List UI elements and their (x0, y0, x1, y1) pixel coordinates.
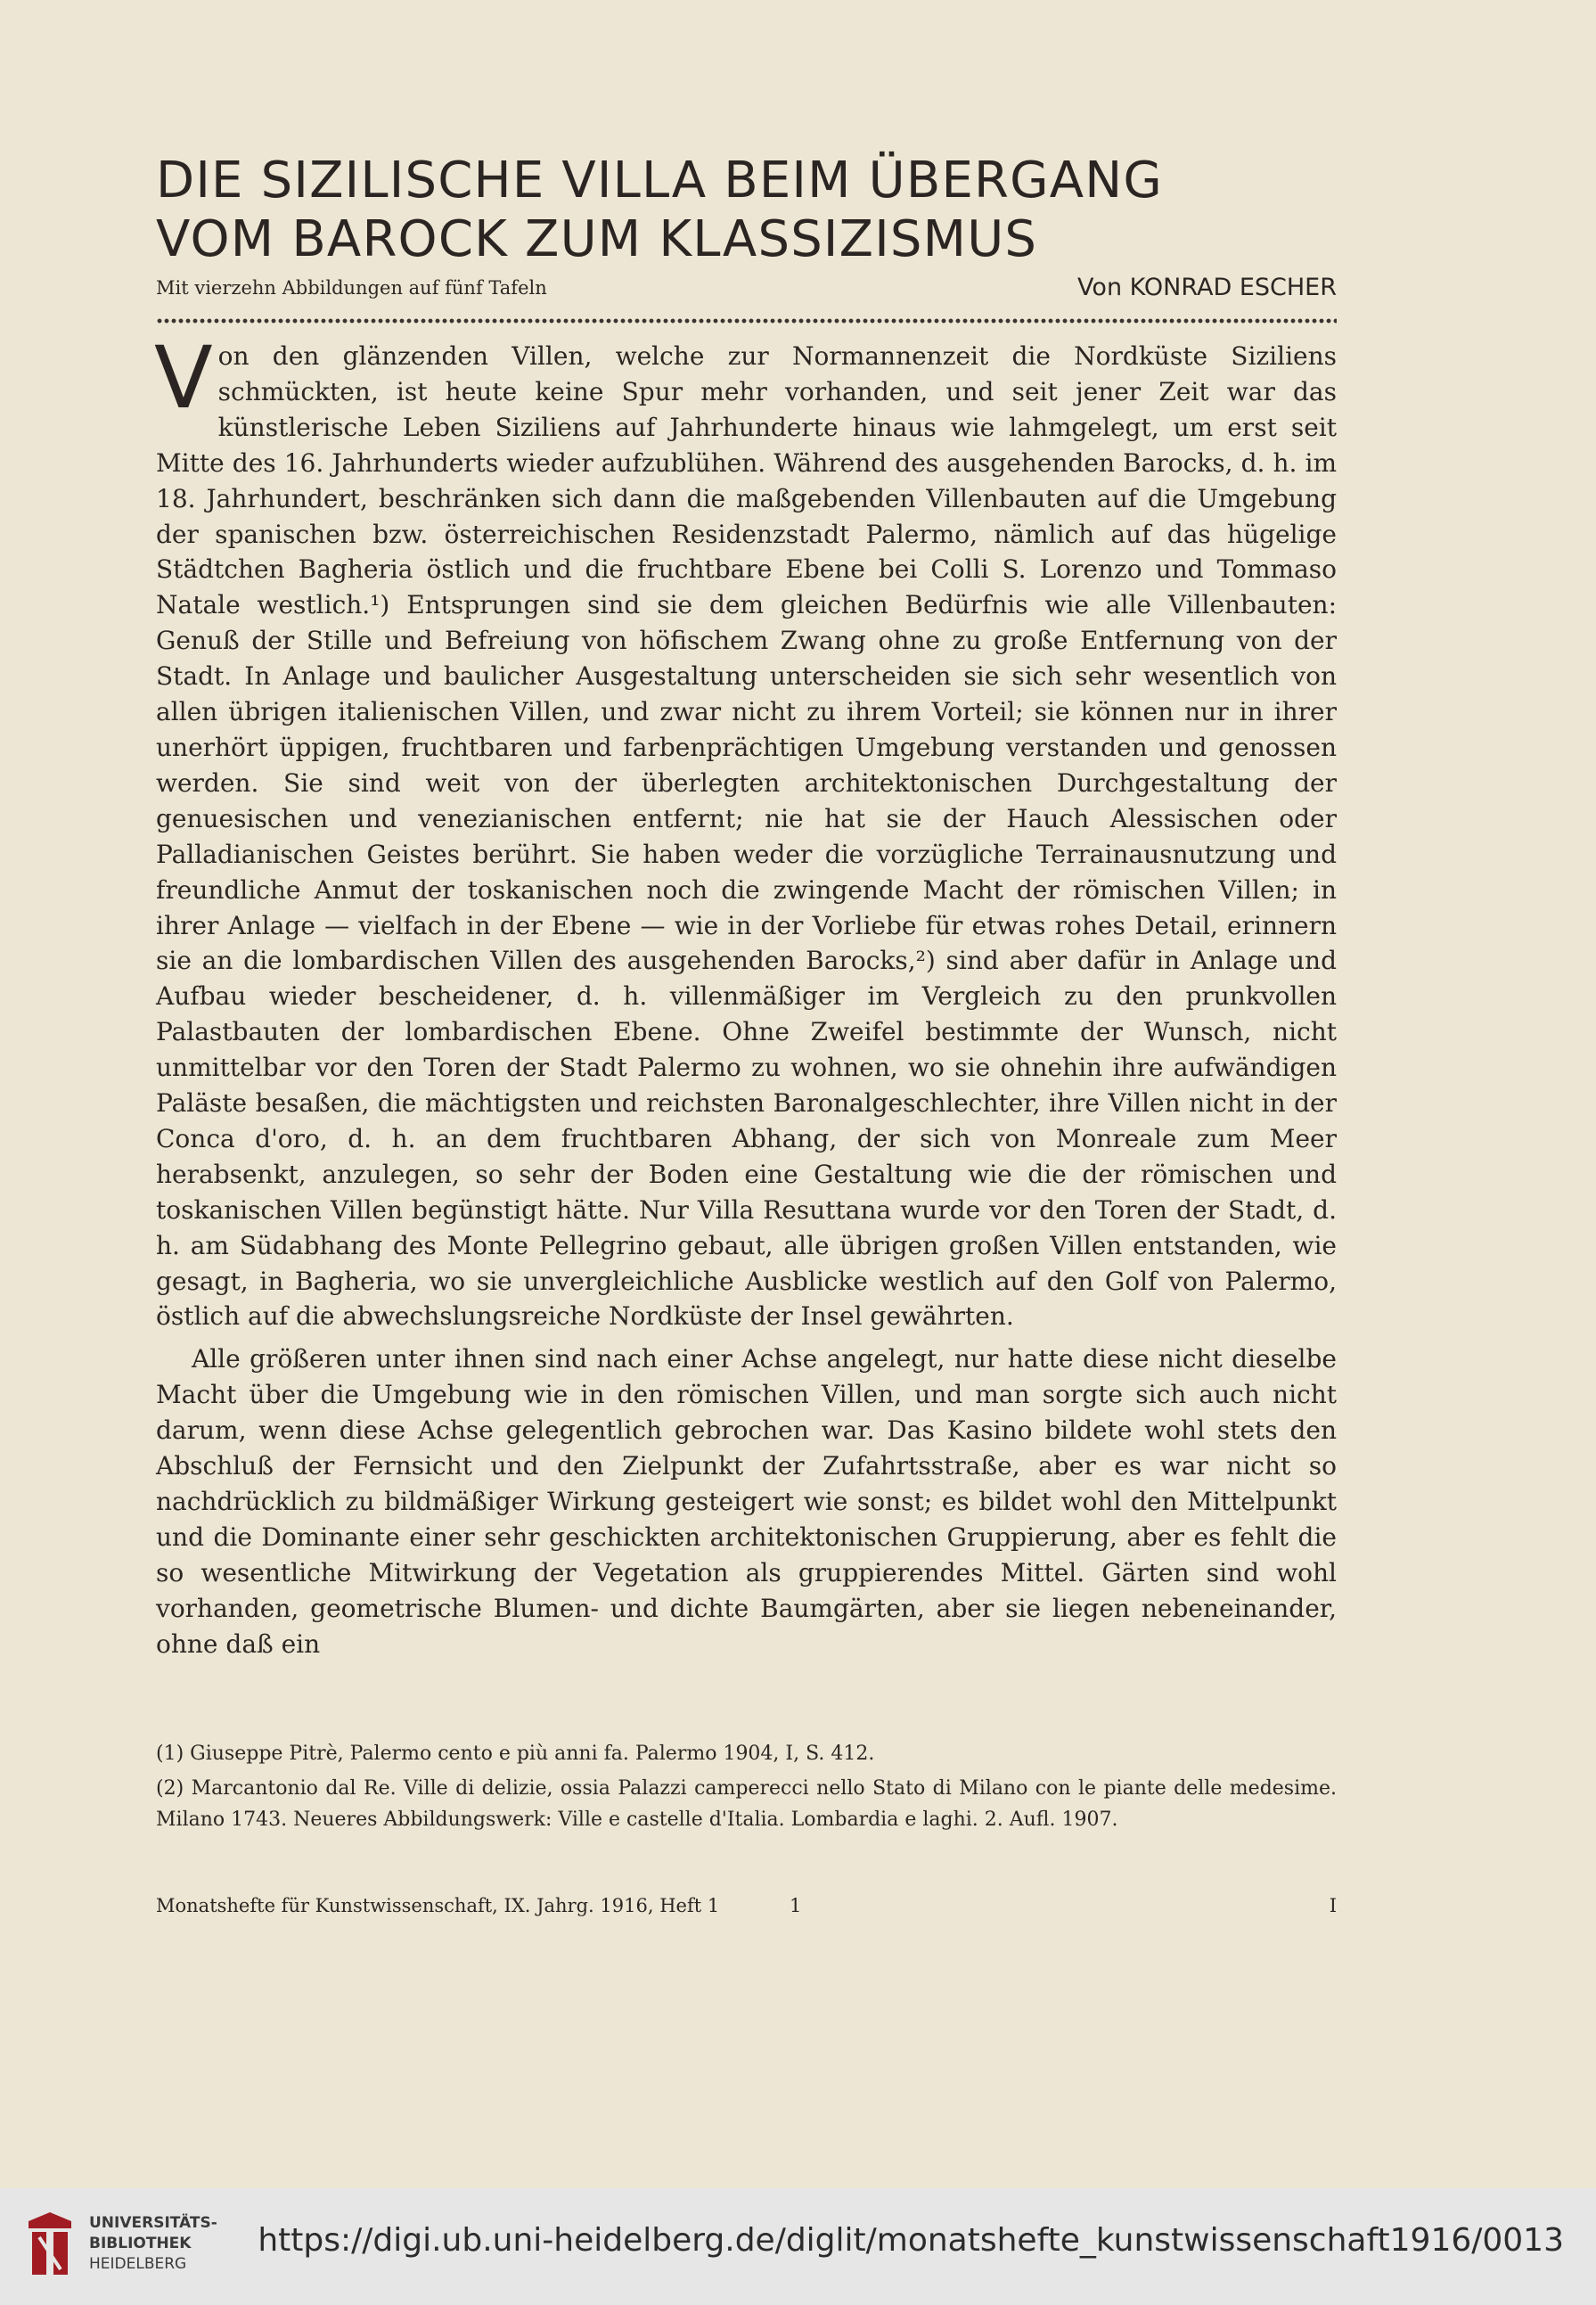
library-footer-bar (0, 2188, 1596, 2305)
subtitle: Mit vierzehn Abbildungen auf fünf Tafeln (156, 277, 547, 299)
source-url-link[interactable]: https://digi.ub.uni-heidelberg.de/diglit/monatshefte_kunstwissenschaft1916/0013 (258, 2222, 1564, 2259)
footnote-1: (1) Giuseppe Pitrè, Palermo cento e più anni fa. Palermo 1904, I, S. 412. (156, 1743, 875, 1765)
page-footer (156, 1895, 1337, 1922)
dotted-rule (156, 317, 1337, 324)
author: Von KONRAD ESCHER (1077, 274, 1337, 301)
library-line-2: BIBLIOTHEK (89, 2235, 192, 2252)
article-title (156, 152, 1337, 269)
footnote-2: (2) Marcantonio dal Re. Ville di delizie, ossia Palazzi camperecci nello Stato di Milano con le piante delle medesime. Milano 1743. Neueres Abbildungswerk: Ville e castelle d'Italia. Lombardia e laghi. 2. Aufl. 1907. (156, 1777, 1337, 1831)
title-line-1: DIE SIZILISCHE VILLA BEIM ÜBERGANG (156, 152, 1163, 209)
footnotes (156, 1738, 1337, 1839)
journal-reference: Monatshefte für Kunstwissenschaft, IX. Jahrg. 1916, Heft 1 (156, 1895, 720, 1916)
library-line-1: UNIVERSITÄTS- (89, 2214, 217, 2232)
title-line-2: VOM BAROCK ZUM KLASSIZISMUS (156, 210, 1038, 268)
library-line-3: HEIDELBERG (89, 2255, 187, 2273)
paragraph-1-text: on den glänzenden Villen, welche zur Normannenzeit die Nordküste Siziliens schmückten, ist heute keine Spur mehr vorhanden, und seit jener Zeit war das künstlerische Leben Siziliens auf Jahrhunderte hinaus wie lahmgelegt, um erst seit Mitte des 16. Jahrhunderts wieder aufzublühen. Während des ausgehenden Barocks, d. h. im 18. Jahrhundert, beschränken sich dann die maßgebenden Villenbauten auf die Umgebung der spanischen bzw. österreichischen Residenzstadt Palermo, nämlich auf das hügelige Städtchen Bagheria östlich und die fruchtbare Ebene bei Colli S. Lorenzo und Tommaso Natale westlich.¹) Entsprungen sind sie dem gleichen Bedürfnis wie alle Villenbauten: Genuß der Stille und Befreiung von höfischem Zwang ohne zu große Entfernung von der Stadt. In Anlage und baulicher Ausgestaltung unterscheiden sie sich sehr wesentlich von allen übrigen italienischen Villen, und zwar nicht zu ihrem Vorteil; sie können nur in ihrer unerhört üppigen, fruchtbaren und farbenprächtigen Umgebung verstanden und genossen werden. Sie sind weit von der überlegten architektonischen Durchgestaltung der genuesischen und venezianischen entfernt; nie hat sie der Hauch Alessischen oder Palladianischen Geistes berührt. Sie haben weder die vorzügliche Terrainausnutzung und freundliche Anmut der toskanischen noch die zwingende Macht der römischen Villen; in ihrer Anlage — vielfach in der Ebene — wie in der Vorliebe für etwas rohes Detail, erinnern sie an die lombardischen Villen des ausgehenden Barocks,²) sind aber dafür in Anlage und Aufbau wieder bescheidener, d. h. villenmäßiger im Vergleich zu den prunkvollen Palastbauten der lombardischen Ebene. Ohne Zweifel bestimmte der Wunsch, nicht unmittelbar vor den Toren der Stadt Palermo zu wohnen, wo sie ohnehin ihre aufwändigen Paläste besaßen, die mächtigsten und reichsten Baronalgeschlechter, ihre Villen nicht in der Conca d'oro, d. h. an dem fruchtbaren Abhang, der sich von Monreale zum Meer herabsenkt, anzulegen, so sehr der Boden eine Gestaltung wie die der römischen und toskanischen Villen begünstigt hätte. Nur Villa Resuttana wurde vor den Toren der Stadt, d. h. am Südabhang des Monte Pellegrino gebaut, alle übrigen großen Villen entstanden, wie gesagt, in Bagheria, wo sie unvergleichliche Ausblicke westlich auf den Golf von Palermo, östlich auf die abwechslungsreiche Nordküste der Insel gewährten. (156, 341, 1337, 1332)
library-logo-icon (23, 2211, 77, 2278)
paragraph-2: Alle größeren unter ihnen sind nach einer Achse angelegt, nur hatte diese nicht dieselbe Macht über die Umgebung wie in den römischen Villen, und man sorgte sich auch nicht darum, wenn diese Achse gelegentlich gebrochen war. Das Kasino bildete wohl stets den Abschluß der Fernsicht und den Zielpunkt der Zufahrtsstraße, aber es war nicht so nachdrücklich zu bildmäßiger Wirkung gesteigert wie sonst; es bildet wohl den Mittelpunkt und die Dominante einer sehr geschickten architektonischen Gruppierung, aber es fehlt die so wesentliche Mitwirkung der Vegetation als gruppierendes Mittel. Gärten sind wohl vorhanden, geometrische Blumen- und dichte Baumgärten, aber sie liegen nebeneinander, ohne daß ein (156, 1344, 1337, 1659)
article-body (154, 328, 1337, 1662)
drop-cap: V (154, 328, 213, 428)
paragraph-1 (154, 328, 1337, 1334)
signature-mark: 1 (790, 1895, 802, 1916)
library-name (89, 2213, 217, 2275)
page-number: I (1329, 1895, 1337, 1916)
byline (156, 274, 1337, 304)
